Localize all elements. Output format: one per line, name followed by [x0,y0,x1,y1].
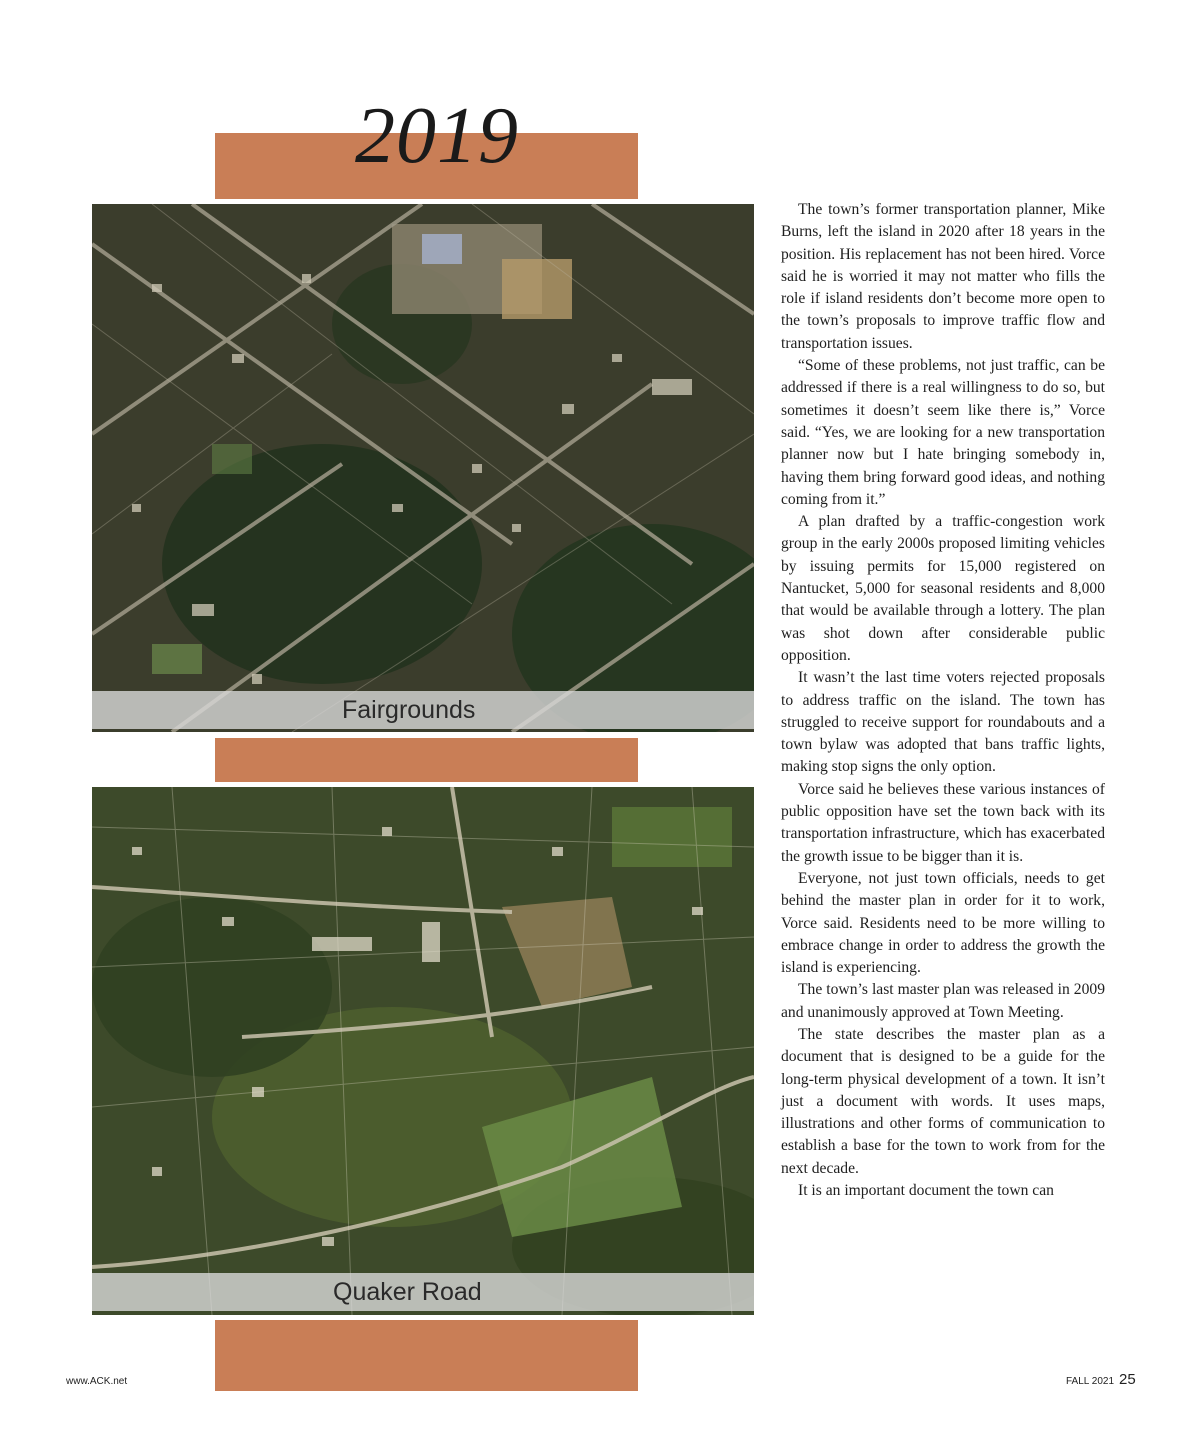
article-paragraph: Vorce said he believes these various instances of public opposition have set the town back with its transportation infrastructure, which has exacerbated the growth issue to be bigger than it is. [781,780,1105,865]
article-paragraph: It is an important document the town can [798,1182,1054,1200]
article-paragraph: “Some of these problems, not just traffic, can be addressed if there is a real willingness to do so, but sometimes it doesn’t seem like there is,” Vorce said. “Yes, we are looking for a new transportation planner now but I hate bringing somebody in, having them bring forward good ideas, and nothing coming from it.” [781,357,1105,508]
aerial-photo-fairgrounds [92,204,754,732]
article-paragraph: A plan drafted by a traffic-congestion work group in the early 2000s proposed limiting vehicles by issuing permits for 15,000 registered on Nantucket, 5,000 for seasonal residents and 8,000 that would be available through a lottery. The plan was shot down after considerable public opposition. [781,513,1105,664]
aerial-photo-quaker-road [92,787,754,1315]
article-paragraph: It wasn’t the last time voters rejected proposals to address traffic on the island. The town has struggled to receive support for roundabouts and a town bylaw was adopted that bans traffic lights, making stop signs the only option. [781,669,1105,776]
quaker-road-aerial-image [92,787,754,1315]
fairgrounds-aerial-image [92,204,754,732]
photo-caption-fairgrounds [92,691,754,729]
accent-bar-bottom [215,1320,638,1391]
photo-caption-quaker-road [92,1273,754,1311]
article-paragraph: The state describes the master plan as a document that is designed to be a guide for the long-term physical development of a town. It isn’t just a document with words. It uses maps, illustrations and other forms of communication to establish a base for the town to work from for the next decade. [781,1025,1105,1177]
article-body [781,199,1105,1202]
caption-text: Quaker Road [333,1278,482,1306]
article-paragraph: Everyone, not just town officials, needs to get behind the master plan in order for it to work, Vorce said. Residents need to be more willing to embrace change in order to address the growth the island is experiencing. [781,869,1105,977]
year-heading: 2019 [355,92,519,180]
article-paragraph: The town’s last master plan was released in 2009 and unanimously approved at Town Meeting. [781,981,1105,1021]
accent-bar-middle [215,738,638,782]
page-number: 25 [1119,1371,1136,1388]
caption-text: Fairgrounds [342,696,476,724]
article-paragraph: The town’s former transportation planner, Mike Burns, left the island in 2020 after 18 years in the position. His replacement has not been hired. Vorce said he is worried it may not matter who fills the role if island residents don’t become more open to the town’s proposals to improve traffic flow and transportation issues. [781,201,1105,352]
footer-website: www.ACK.net [66,1376,128,1387]
footer-issue: FALL 2021 [1066,1376,1115,1387]
